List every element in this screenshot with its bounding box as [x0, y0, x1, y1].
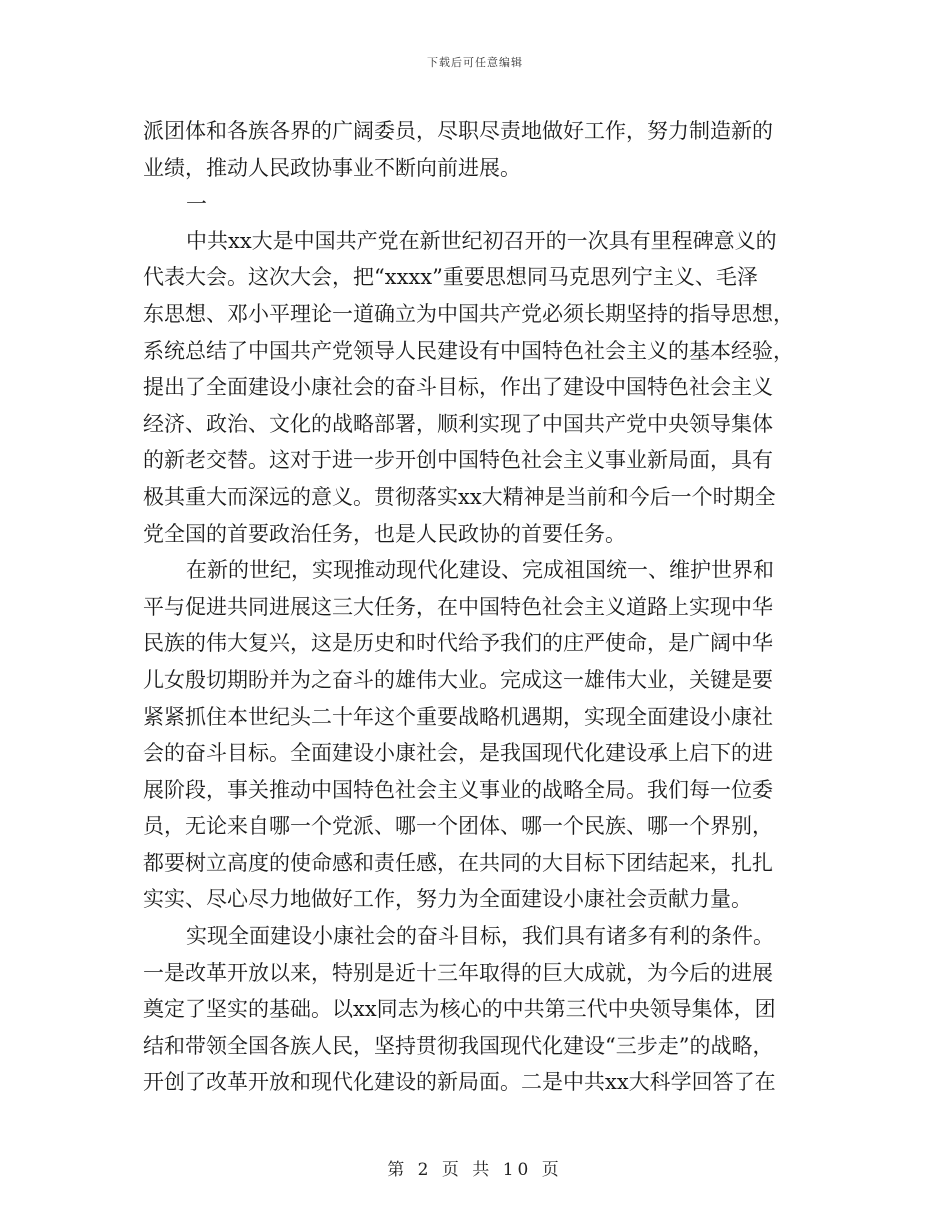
text-line: 党全国的首要政治任务，也是人民政协的首要任务。	[143, 521, 626, 546]
page-footer: 第 2 页 共 10 页	[387, 1160, 563, 1180]
text-line: 派团体和各族各界的广阔委员，尽职尽责地做好工作，努力制造新的	[143, 119, 773, 143]
text-line: 结和带领全国各族人民，坚持贯彻我国现代化建设“三步走”的战略，	[143, 1033, 774, 1058]
text-line: 提出了全面建设小康社会的奋斗目标，作出了建设中国特色社会主义	[143, 375, 773, 400]
text-line: 一是改革开放以来，特别是近十三年取得的巨大成就，为今后的进展	[143, 960, 773, 985]
paragraph-start: 中共xx大是中国共产党在新世纪初召开的一次具有里程碑意义的	[186, 228, 777, 253]
paragraph-start: 实现全面建设小康社会的奋斗目标，我们具有诸多有利的条件。	[186, 924, 774, 949]
section-number: 一	[186, 192, 207, 217]
text-line: 极其重大而深远的意义。贯彻落实xx大精神是当前和今后一个时期全	[143, 484, 776, 509]
text-line: 会的奋斗目标。全面建设小康社会，是我国现代化建设承上启下的进	[143, 741, 773, 766]
text-line: 的新老交替。这对于进一步开创中国特色社会主义事业新局面，具有	[143, 448, 773, 473]
text-line: 业绩，推动人民政协事业不断向前进展。	[143, 155, 521, 180]
text-line: 展阶段，事关推动中国特色社会主义事业的战略全局。我们每一位委	[143, 777, 773, 802]
text-line: 代表大会。这次大会，把“xxxx”重要思想同马克思列宁主义、毛泽	[143, 265, 758, 290]
text-line: 东思想、邓小平理论一道确立为中国共产党必须长期坚持的指导思想，	[143, 301, 794, 326]
text-line: 员，无论来自哪一个党派、哪一个团体、哪一个民族、哪一个界别，	[143, 814, 773, 839]
text-line: 紧紧抓住本世纪头二十年这个重要战略机遇期，实现全面建设小康社	[143, 704, 773, 729]
paragraph-start: 在新的世纪，实现推动现代化建设、完成祖国统一、维护世界和	[186, 558, 774, 583]
text-line: 儿女殷切期盼并为之奋斗的雄伟大业。完成这一雄伟大业，关键是要	[143, 667, 773, 692]
page-header: 下载后可任意编辑	[427, 56, 523, 69]
text-line: 都要树立高度的使命感和责任感，在共同的大目标下团结起来，扎扎	[143, 850, 773, 875]
text-line: 奠定了坚实的基础。以xx同志为核心的中共第三代中央领导集体，团	[143, 997, 776, 1022]
text-line: 系统总结了中国共产党领导人民建设有中国特色社会主义的基本经验，	[143, 338, 794, 363]
text-line: 经济、政治、文化的战略部署，顺利实现了中国共产党中央领导集体	[143, 411, 773, 436]
text-line: 实实、尽心尽力地做好工作，努力为全面建设小康社会贡献力量。	[143, 887, 752, 912]
document-body	[143, 113, 808, 1101]
text-line: 平与促进共同进展这三大任务，在中国特色社会主义道路上实现中华	[143, 594, 773, 619]
text-line: 开创了改革开放和现代化建设的新局面。二是中共xx大科学回答了在	[143, 1070, 776, 1095]
text-line: 民族的伟大复兴，这是历史和时代给予我们的庄严使命，是广阔中华	[143, 631, 773, 656]
